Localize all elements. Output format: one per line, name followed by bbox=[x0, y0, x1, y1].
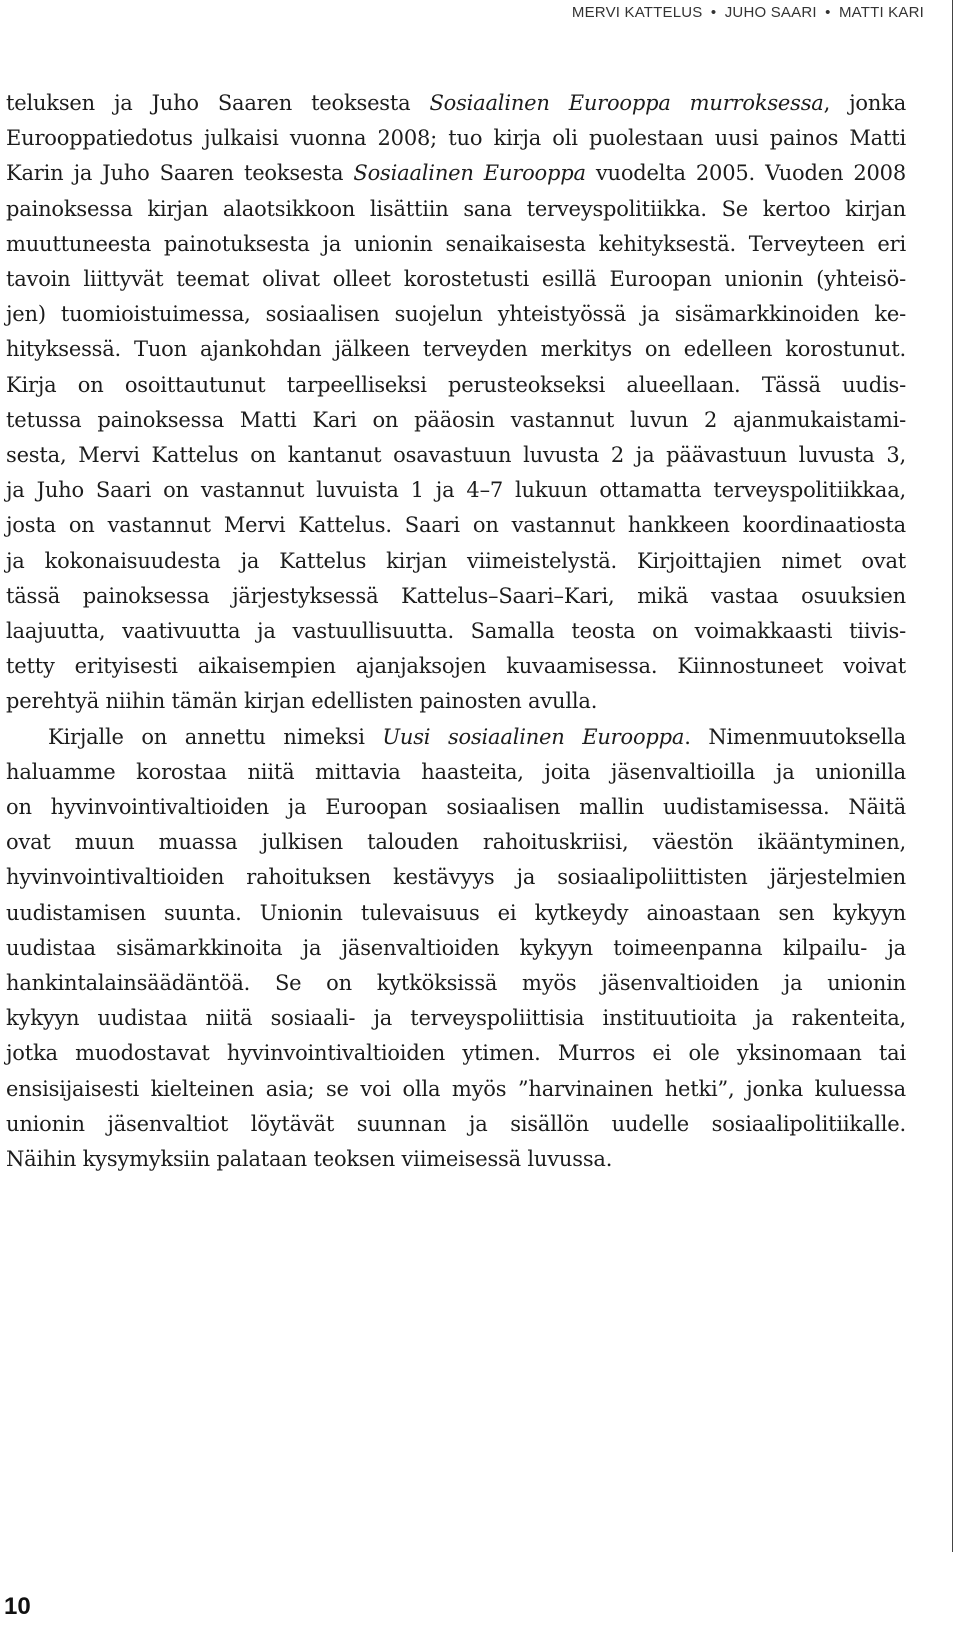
text-line: Kirja on osoittautunut tarpeelliseksi perusteokseksi alueellaan. Tässä uudis- bbox=[6, 372, 906, 397]
text-line: kykyyn uudistaa niitä sosiaali- ja terveyspoliittisia instituutioita ja rakenteita, bbox=[6, 1006, 906, 1031]
text-line: haluamme korostaa niitä mittavia haasteita, joita jäsenvaltioilla ja unionilla bbox=[6, 759, 906, 784]
text-line: hityksessä. Tuon ajankohdan jälkeen terveyden merkitys on edelleen korostunut. bbox=[6, 337, 906, 362]
body-text bbox=[6, 86, 906, 1177]
header-separator: • bbox=[710, 4, 717, 21]
text-line: unionin jäsenvaltiot löytävät suunnan ja sisällön uudelle sosiaalipolitiikalle. bbox=[6, 1111, 906, 1136]
text-line: hyvinvointivaltioiden rahoituksen kestävyys ja sosiaalipoliittisten järjestelmien bbox=[6, 865, 906, 890]
text-line: tetussa painoksessa Matti Kari on pääosin vastannut luvun 2 ajanmukaistami- bbox=[6, 407, 906, 432]
text-line: Näihin kysymyksiin palataan teoksen viimeisessä luvussa. bbox=[6, 1147, 613, 1172]
text-line: tässä painoksessa järjestyksessä Kattelus–Saari–Kari, mikä vastaa osuuksien bbox=[6, 583, 906, 608]
text-line: teluksen ja Juho Saaren teoksesta Sosiaalinen Eurooppa murroksessa, jonka bbox=[6, 91, 907, 115]
text-line: painoksessa kirjan alaotsikkoon lisättiin sana terveyspolitiikka. Se kertoo kirjan bbox=[6, 196, 906, 221]
running-header bbox=[572, 4, 924, 21]
paragraph bbox=[6, 720, 906, 1178]
header-separator: • bbox=[825, 4, 831, 21]
text-line: Karin ja Juho Saaren teoksesta Sosiaalinen Eurooppa vuodelta 2005. Vuoden 2008 bbox=[6, 161, 907, 186]
text-line: jotka muodostavat hyvinvointivaltioiden ytimen. Murros ei ole yksinomaan tai bbox=[6, 1041, 906, 1066]
page-edge-rule bbox=[952, 0, 953, 1552]
text-line: ja kokonaisuudesta ja Kattelus kirjan viimeistelystä. Kirjoittajien nimet ovat bbox=[6, 548, 906, 573]
text-line: Eurooppatiedotus julkaisi vuonna 2008; tuo kirja oli puolestaan uusi painos Matti bbox=[6, 126, 906, 151]
text-line: ensisijaisesti kielteinen asia; se voi olla myös ”harvinainen hetki”, jonka kuluessa bbox=[6, 1076, 906, 1101]
header-author-saari: JUHO SAARI bbox=[724, 4, 817, 21]
text-line: muuttuneesta painotuksesta ja unionin senaikaisesta kehityksestä. Terveyteen eri bbox=[6, 231, 906, 256]
text-line: jen) tuomioistuimessa, sosiaalisen suojelun yhteistyössä ja sisämarkkinoiden ke- bbox=[6, 302, 906, 327]
text-line: Kirjalle on annettu nimeksi Uusi sosiaalinen Eurooppa. Nimenmuutoksella bbox=[48, 724, 907, 749]
text-line: ja Juho Saari on vastannut luvuista 1 ja 4–7 lukuun ottamatta terveyspolitiikkaa, bbox=[6, 478, 906, 503]
page-number: 10 bbox=[4, 1593, 31, 1620]
text-line: ovat muun muassa julkisen talouden rahoituskriisi, väestön ikääntyminen, bbox=[6, 830, 906, 855]
text-line: perehtyä niihin tämän kirjan edellisten painosten avulla. bbox=[6, 689, 598, 714]
header-author-kari: MATTI KARI bbox=[838, 4, 924, 21]
text-line: tavoin liittyvät teemat olivat olleet korostetusti esillä Euroopan unionin (yhteisö- bbox=[6, 267, 906, 292]
text-line: on hyvinvointivaltioiden ja Euroopan sosiaalisen mallin uudistamisessa. Näitä bbox=[6, 795, 906, 820]
text-line: laajuutta, vaativuutta ja vastuullisuutta. Samalla teosta on voimakkaasti tiivis- bbox=[6, 619, 906, 644]
paragraph bbox=[6, 86, 906, 720]
text-line: josta on vastannut Mervi Kattelus. Saari on vastannut hankkeen koordinaatiosta bbox=[6, 513, 906, 538]
text-line: hankintalainsäädäntöä. Se on kytköksissä myös jäsenvaltioiden ja unionin bbox=[6, 971, 906, 996]
header-author-kattelus: MERVI KATTELUS bbox=[571, 4, 703, 21]
text-line: uudistaa sisämarkkinoita ja jäsenvaltioiden kykyyn toimeenpanna kilpailu- ja bbox=[6, 935, 906, 960]
text-line: tetty erityisesti aikaisempien ajanjaksojen kuvaamisessa. Kiinnostuneet voivat bbox=[6, 654, 906, 679]
text-line: uudistamisen suunta. Unionin tulevaisuus ei kytkeydy ainoastaan sen kykyyn bbox=[6, 900, 906, 925]
text-line: sesta, Mervi Kattelus on kantanut osavastuun luvusta 2 ja päävastuun luvusta 3, bbox=[6, 443, 906, 468]
